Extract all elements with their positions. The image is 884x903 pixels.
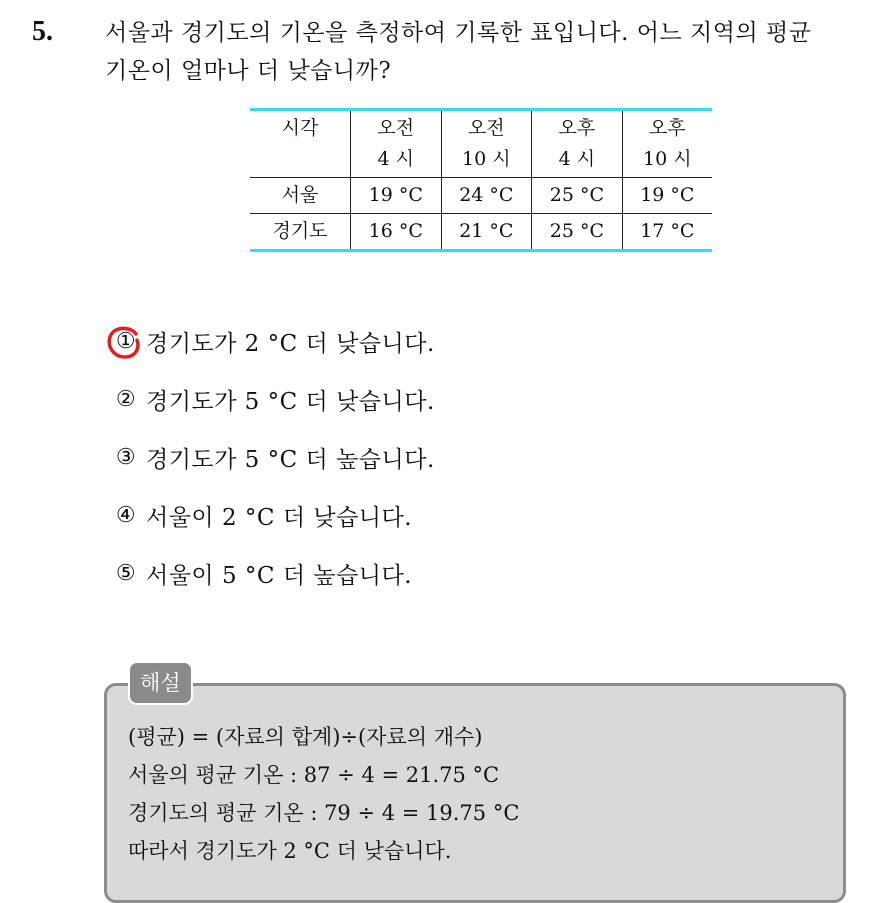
option-4-number: ④: [115, 502, 137, 528]
option-2-text: 경기도가 5 °C 더 낮습니다.: [146, 388, 435, 415]
answer-circle-mark: [106, 325, 142, 361]
row-label: 경기도: [250, 214, 351, 251]
table-cell: 25 °C: [532, 178, 623, 214]
option-4[interactable]: [106, 486, 435, 544]
table-header-cell: 오전 10 시: [441, 110, 532, 178]
explanation-text: [128, 718, 519, 870]
answer-options: [106, 312, 435, 602]
explanation-tag: 해설: [128, 661, 193, 705]
option-3[interactable]: [106, 428, 435, 486]
option-2[interactable]: [106, 370, 435, 428]
question-line-1: 서울과 경기도의 기온을 측정하여 기록한 표입니다. 어느 지역의 평균: [105, 20, 812, 46]
table-header-cell: 오전 4 시: [351, 110, 442, 178]
table-row-seoul: [250, 178, 712, 214]
table-header-cell: 오후 10 시: [622, 110, 712, 178]
question-text: [105, 14, 865, 90]
table-cell: 25 °C: [532, 214, 623, 251]
option-1-number: ①: [106, 329, 146, 354]
option-5[interactable]: [106, 544, 435, 602]
explanation-line: (평균) = (자료의 합계)÷(자료의 개수): [128, 725, 483, 749]
explanation-line: 경기도의 평균 기온 : 79 ÷ 4 = 19.75 °C: [128, 801, 520, 825]
option-3-text: 경기도가 5 °C 더 높습니다.: [146, 446, 435, 473]
table-cell: 17 °C: [622, 214, 712, 251]
explanation-line: 따라서 경기도가 2 °C 더 낮습니다.: [128, 839, 452, 863]
table-cell: 24 °C: [441, 178, 532, 214]
option-3-number: ③: [115, 444, 137, 470]
table-row-gyeonggi: [250, 214, 712, 251]
option-5-number: ⑤: [115, 560, 137, 586]
table-header-label: 시각: [281, 117, 319, 139]
table-cell: 19 °C: [351, 178, 442, 214]
explanation-line: 서울의 평균 기온 : 87 ÷ 4 = 21.75 °C: [128, 763, 500, 787]
table-cell: 21 °C: [441, 214, 532, 251]
option-5-text: 서울이 5 °C 더 높습니다.: [146, 562, 413, 589]
question-number: 5.: [32, 16, 53, 47]
row-label: 서울: [250, 178, 351, 214]
table-header-row: [250, 110, 712, 178]
temperature-table: [250, 108, 712, 252]
table-cell: 19 °C: [622, 178, 712, 214]
option-4-text: 서울이 2 °C 더 낮습니다.: [146, 504, 413, 531]
option-1[interactable]: [106, 312, 435, 370]
option-1-text: 경기도가 2 °C 더 낮습니다.: [146, 330, 435, 357]
table-header-cell: 오후 4 시: [532, 110, 623, 178]
option-2-number: ②: [115, 386, 137, 412]
table-cell: 16 °C: [351, 214, 442, 251]
question-line-2: 기온이 얼마나 더 낮습니까?: [105, 58, 392, 84]
